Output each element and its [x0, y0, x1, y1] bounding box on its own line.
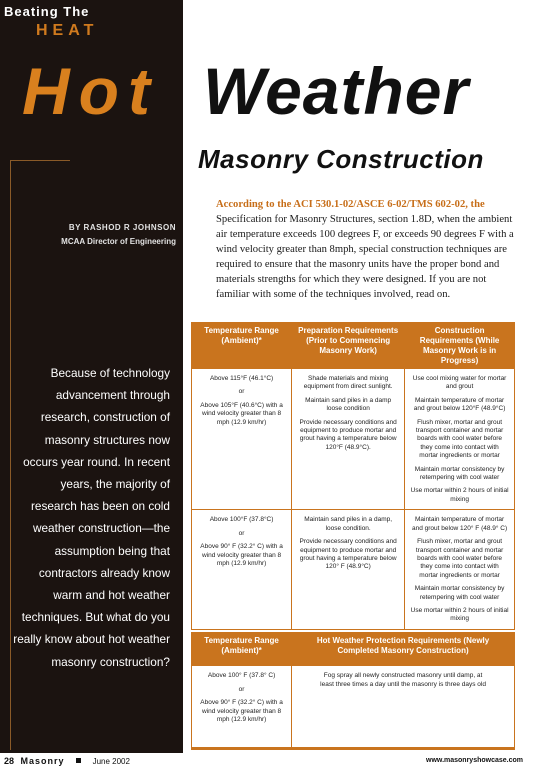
title-weather: Weather: [203, 54, 470, 128]
table-cell-temperature: [192, 510, 292, 629]
hot-weather-protection-table: [191, 632, 515, 748]
table-header-cell: Construction Requirements (While Masonry Work is in Progress): [405, 323, 515, 370]
table-cell-construction: [405, 369, 515, 510]
intro-lead: According to the ACI 530.1-02/ASCE 6-02/TMS 602-02, the: [216, 199, 485, 210]
byline-role: MCAA Director of Engineering: [61, 237, 176, 246]
table-header-cell: Temperature Range (Ambient)*: [192, 323, 292, 370]
intro-body: Specification for Masonry Structures, section 1.8D, when the ambient air temperature exceeds 100 degrees F, or exceeds 90 degrees F with a wind velocity greater than 8mph, special construction techniques are required to ensure that the masonry units have the proper bond and materials strengths for which they were designed. If you are not familiar with some of the techniques involved, read on.: [216, 214, 514, 300]
cell-text: Above 100°F (37.8°C): [209, 516, 274, 524]
table-row: [192, 510, 515, 629]
section-kicker-bottom: HEAT: [36, 22, 99, 39]
cell-text: Maintain mortar consistency by retempering with cool water: [414, 585, 505, 601]
table-header-cell: Preparation Requirements (Prior to Commencing Masonry Work): [292, 323, 405, 370]
cell-text: Flush mixer, mortar and grout transport container and mortar boards with cool water before they come into contact with mortar ingredients or mortar: [415, 418, 504, 460]
table-cell-temperature: [192, 369, 292, 510]
cell-text: Above 105°F (40.6°C) with a wind velocity greater than 8 mph (12.9 km/hr): [200, 401, 283, 426]
cell-text: Use cool mixing water for mortar and grout: [412, 375, 507, 391]
title-hot: Hot: [22, 54, 159, 128]
issue-date: June 2002: [92, 757, 130, 766]
cell-text: or: [238, 529, 245, 537]
table-cell-preparation: [292, 369, 405, 510]
table-cell-construction: [405, 510, 515, 629]
table-header-row: [192, 633, 515, 667]
website-url: www.masonryshowcase.com: [426, 757, 523, 764]
cell-text: or: [238, 388, 245, 396]
table-cell-temperature: [192, 666, 292, 747]
cell-text: Maintain mortar consistency by retempering with cool water: [414, 465, 505, 482]
magazine-name: Masonry: [20, 756, 65, 766]
table-cell-preparation: [292, 510, 405, 629]
cell-text: Provide necessary conditions and equipment to produce mortar and grout having a temperature below 120° F (48.9°C): [299, 538, 397, 571]
cell-text: Maintain temperature of mortar and grout below 120°F (48.9°C): [413, 396, 506, 413]
cell-text: or: [238, 685, 245, 693]
table-row: [192, 369, 515, 510]
cell-text: Maintain sand piles in a damp loose condition: [305, 396, 392, 413]
cell-text: Fog spray all newly constructed masonry until damp, at least three times a day until the masonry is three days old: [320, 672, 486, 688]
cell-text: Flush mixer, mortar and grout transport container and mortar boards with cool water before they come into contact with mortar ingredients or mortar: [415, 538, 504, 579]
pull-quote: Because of technology advancement through research, construction of masonry structures now occurs year round. In recent years, the majority of research has been on cold weather construction—the assumption being that contractors already know warm and hot weather techniques. But what do you really know about hot weather masonry construction?: [13, 366, 170, 669]
table-cell-protection: [292, 666, 515, 747]
cell-text: Maintain temperature of mortar and grout below 120° F (48.9° C): [412, 516, 508, 532]
table-header-cell: Temperature Range (Ambient)*: [192, 633, 292, 667]
cell-text: Shade materials and mixing equipment from direct sunlight.: [303, 375, 393, 391]
square-bullet-icon: [76, 758, 81, 763]
cell-text: Above 115°F (46.1°C): [209, 375, 274, 382]
cell-text: Maintain sand piles in a damp, loose condition.: [304, 516, 393, 532]
article-subtitle: Masonry Construction: [198, 144, 484, 174]
intro-paragraph: [216, 197, 520, 302]
hot-weather-requirements-table: [191, 322, 515, 630]
table-row: [192, 666, 515, 747]
byline-author: BY RASHOD R JOHNSON: [68, 223, 176, 232]
cell-text: Above 90° F (32.2° C) with a wind velocity greater than 8 mph (12.9 km/hr): [200, 543, 283, 567]
section-kicker-top: Beating The: [4, 4, 90, 19]
page-number: 28: [4, 756, 15, 766]
table-header-cell: Hot Weather Protection Requirements (Newly Completed Masonry Construction): [292, 633, 515, 667]
cell-text: Use mortar within 2 hours of initial mixing: [410, 606, 509, 623]
folio: [4, 756, 130, 766]
footer-accent-rule: [191, 748, 515, 750]
byline: [26, 221, 176, 249]
decorative-rule-horizontal: [10, 160, 70, 161]
cell-text: Provide necessary conditions and equipment to produce mortar and grout having a temperature below 120°F (48.9°C).: [299, 418, 397, 451]
cell-text: Use mortar within 2 hours of initial mixing: [410, 487, 509, 503]
decorative-rule-vertical: [10, 160, 11, 750]
table-header-row: [192, 323, 515, 370]
cell-text: Above 90° F (32.2° C) with a wind velocity greater than 8 mph (12.9 km/hr): [200, 699, 283, 723]
cell-text: Above 100° F (37.8° C): [207, 672, 276, 680]
